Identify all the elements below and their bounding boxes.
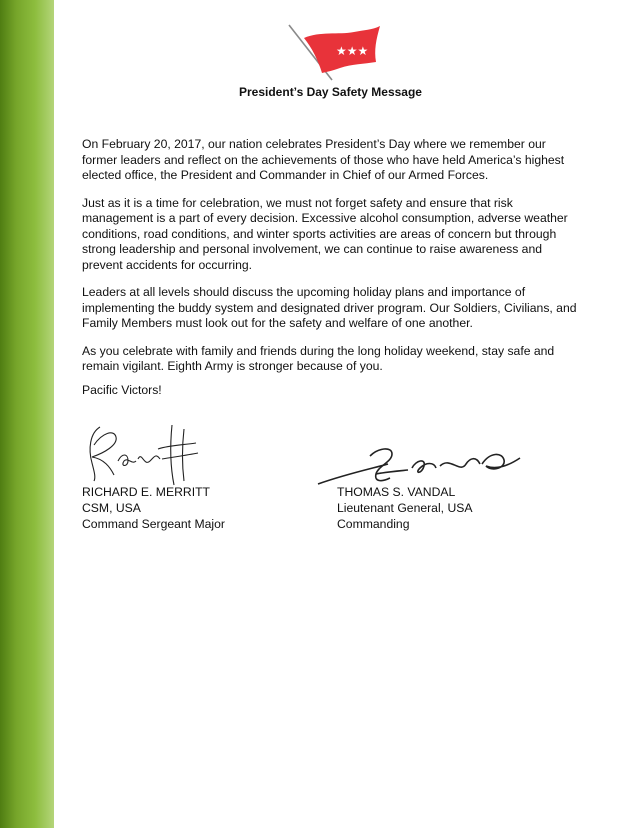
- closing-line: Pacific Victors!: [82, 383, 162, 397]
- message-body: [82, 137, 582, 387]
- signer-vandal: [337, 484, 473, 532]
- signer-position: Command Sergeant Major: [82, 517, 225, 531]
- green-margin-strip: [0, 0, 54, 828]
- signer-rank: CSM, USA: [82, 501, 141, 515]
- signer-name: THOMAS S. VANDAL: [337, 485, 456, 499]
- three-star-flag-icon: [286, 22, 386, 84]
- paragraph-2: Just as it is a time for celebration, we must not forget safety and ensure that risk management is a part of every decision. Excessive alcohol consumption, adverse weather conditions, road conditions, and winter sports activities are areas of concern but through strong leadership and personal involvement, we can continue to raise awareness and prevent accidents for occurring.: [82, 195, 568, 272]
- svg-text:★★★: ★★★: [336, 44, 369, 58]
- document-title: President’s Day Safety Message: [239, 85, 422, 99]
- paragraph-3: Leaders at all levels should discuss the upcoming holiday plans and importance of implementing the buddy system and designated driver program. Our Soldiers, Civilians, and Family Members must look out for the safety and welfare of one another.: [82, 285, 577, 330]
- signer-merritt: [82, 484, 225, 532]
- signer-position: Commanding: [337, 517, 410, 531]
- paragraph-4: As you celebrate with family and friends during the long holiday weekend, stay safe and remain vigilant. Eighth Army is stronger because of you.: [82, 343, 555, 373]
- signer-name: RICHARD E. MERRITT: [82, 485, 210, 499]
- signer-rank: Lieutenant General, USA: [337, 501, 473, 515]
- paragraph-1: On February 20, 2017, our nation celebrates President’s Day where we remember our former leaders and reflect on the achievements of those who have held America’s highest elected office, the President and Commander in Chief of our Armed Forces.: [82, 137, 565, 182]
- merritt-signature: [80, 415, 200, 487]
